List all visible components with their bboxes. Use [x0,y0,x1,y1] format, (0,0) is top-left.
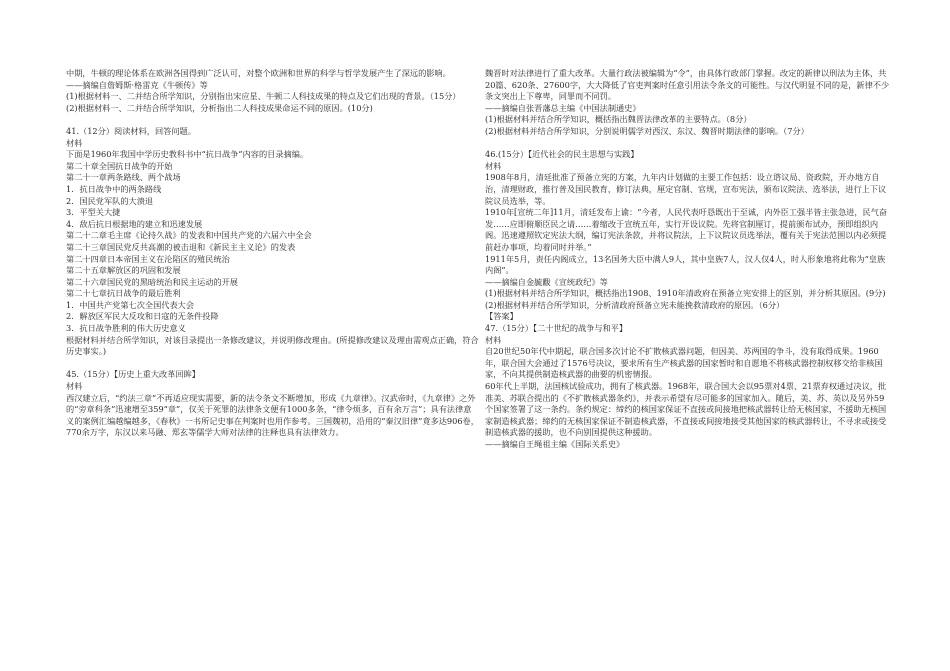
toc-line: 2．解放区军民大反攻和日寇的无条件投降 [66,311,219,322]
toc-line: 第二十三章国民党反共高潮的被击退和《新民主主义论》的发表 [66,241,296,252]
q45-tail-block [485,68,890,138]
toc-line: 第二十四章日本帝国主义在沦陷区的殖民统治 [66,253,230,264]
paragraph: 中期，牛顿的理论体系在欧洲各国得到广泛认可，对整个欧洲和世界的科学与哲学发展产生了深远的影响。 [66,68,451,78]
toc-line: 第二十五章解放区的巩固和发展 [66,265,181,276]
paragraph: 下面是1960年我国中学历史教科书中“抗日战争”内容的目录摘编。 [66,149,309,160]
material-label: 材料 [485,160,502,171]
q45-block [66,369,479,439]
toc-line: 1．抗日战争中的两条路线 [66,183,162,194]
answer-tag: 【答案】 [485,311,518,322]
q47-block [485,323,890,451]
left-column [66,68,479,439]
sub-question: (2)根据材料并结合所学知识，分别说明儒学对西汉、东汉、魏晋时期法律的影响。（7分） [485,125,809,136]
paragraph: 自20世纪50年代中期起，联合国多次讨论不扩散核武器问题，但因美、苏两国的争斗，没有取得成果。1960年，联合国大会通过了1576号决议，要求所有生产核武器的国家暂时和自愿地不将核武器控制权移交给非核国家，不向其提供制造核武器的曲要的机密情报。 [485,346,883,380]
sub-question: (1)根据材料并结合所学知识，概括指出魏晋法律改革的主要特点。（8分） [485,114,752,125]
toc-line: 第二十章全国抗日战争的开始 [66,160,173,171]
material-label: 材料 [66,381,83,392]
toc-line: 第二十二章毛主席《论持久战》的发表和中国共产党的六届六中全会 [66,230,312,241]
paragraph: 魏晋时对法律进行了重大改革。大量行政法被编辑为“令”，由具体行政部门掌握。改定的新律以刑法为主体，共20篇、620条、27600字，大大降低了官吏判案时任意引用法令条文的可能性。与汉代明显不同的是，新律不少条文突出上下尊卑，同罪而不同罚。 [485,68,890,102]
paragraph: 1910年[宣统二年]11月，清廷发布上谕：“今者，人民代表吁恳既出于至诚，内外臣工强半皆主张急进，民气奋发……应即俯顺臣民之请……着缩改于宣统五年，实行开设议院。先将官制厘订，提前颁布试办，预即组织内阁。迅速遵照钦定宪法大纲，编订宪法条款，并将议院法，上下议院议员选举法，覆有关于宪法范围以内必须提前赶办事项，均着同时并举。” [485,207,888,252]
sub-question: (2)根据材料并结合所学知识，分析清政府预备立宪未能挽救清政府的原因。（6分） [485,299,785,310]
spacer [66,114,479,126]
q40-tail-block [66,68,479,114]
toc-line: 第二十一章两条路线、两个战场 [66,172,181,183]
toc-line: 第二十七章抗日战争的最后胜利 [66,288,181,299]
right-column [485,68,890,451]
q41-block [66,126,479,358]
source-citation: ——摘编自詹姆斯·格雷克《牛顿传》等 [66,79,208,90]
sub-question: (1)根据材料一、二并结合所学知识，分别指出宋应星、牛顿二人科技成果的特点及它们出现的背景。（15分） [66,91,461,102]
question-heading: 41.（12分）阅读材料，回答问题。 [66,125,196,136]
spacer [485,138,890,150]
paragraph: 西汉建立后，“约法三章”不再适应现实需要，新的法令条文不断增加，形成《九章律》。汉武帝时，《九章律》之外的“旁章科条”迅速增至359“章”，仅关于死罪的法律条文便有1000多条，“律令烦多，百有余万言”；具有法律意义的案例汇编越编越多，《春秋》一书所记史事在判案时也用作参考。三国魏初，沿用的“秦汉旧律”竟多达906卷，770余万字，东汉以来马融、郑玄等儒学大师对法律的注释也具有法律效力。 [66,392,479,438]
sub-question: 根据材料并结合所学知识，对该目录提出一条修改建议，并说明修改理由。(所提修改建议及理由需观点正确，符合历史事实。) [66,334,479,357]
material-label: 材料 [485,334,502,345]
material-label: 材料 [66,137,83,148]
toc-line: 2．国民党军队的大溃退 [66,195,154,206]
toc-line: 第二十六章国民党的黑暗统治和民主运动的开展 [66,276,238,287]
paragraph: 1908年8月，清廷批准了预备立宪的方案，九年内计划做的主要工作包括：设立谘议局、资政院，开办地方自治，清理财政，推行普及国民教育，修订法典，厘定官制、官规，宣布宪法，颁布议院法、选举法，进行上下议院议员选举，等。 [485,172,887,206]
toc-line: 4．敌后抗日根据地的建立和迅速发展 [66,218,203,229]
question-heading: 45.（15分）【历史上重大改革回眸】 [66,369,200,380]
spacer [66,358,479,370]
question-heading: 47.（15分）【二十世纪的战争与和平】 [485,323,628,334]
toc-line: 3．抗日战争胜利的伟大历史意义 [66,323,186,334]
paragraph: 1911年5月，责任内阁成立，13名国务大臣中满人9人，其中皇族7人，汉人仅4人，时人形象地将此称为“皇族内阁”。 [485,253,886,276]
source-citation: ——摘编自金毓黻《宣统政纪》等 [485,276,608,287]
source-citation: ——摘编自张晋藩总主编《中国法制通史》 [485,102,641,113]
question-heading: 46.(15分）【近代社会的民主思想与实践】 [485,149,639,160]
toc-line: 3．平型关大捷 [66,207,121,218]
q46-block [485,149,890,311]
source-citation: ——摘编自王绳祖主编《国际关系史》 [485,439,625,449]
sub-question: (1)根据材料并结合所学知识，概括指出1908、1910年清政府在预备立宪安排上的区别，并分析其原因。(9分) [485,288,886,299]
sub-question: (2)根据材料一、二并结合所学知识，分析指出二人科技成果命运不同的原因。(10分) [66,102,373,113]
paragraph: 60年代上半期，法国核试验成功，拥有了核武器。1968年，联合国大会以95票对4票、21票弃权通过决议，批准美、苏联合提出的《不扩散核武器条约》，并表示希望有尽可能多的国家加入。随后，美、苏、英以及另外59个国家签署了这一条约。条约规定：缔约的核国家保证不直接或间接地把核武器转让给无核国家，不援助无核国家制造核武器；缔约的无核国家保证不制造核武器，不直接或间接地接受其他国家的核武器转让，不寻求或接受制造核武器的援助，也不向别国提供这种援助。 [485,381,887,438]
toc-line: 1．中国共产党第七次全国代表大会 [66,299,195,310]
